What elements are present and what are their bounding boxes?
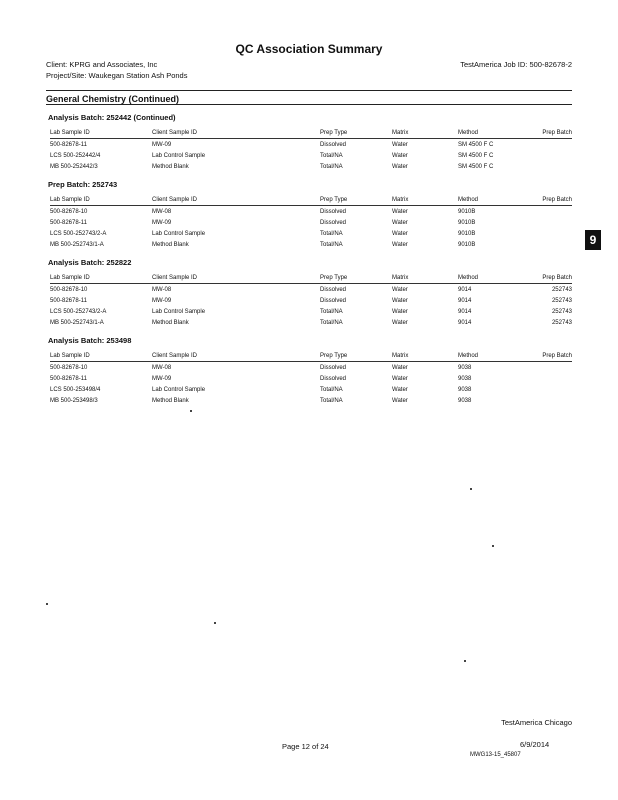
cell: Total/NA xyxy=(320,152,343,159)
col-client-sample-id: Client Sample ID xyxy=(152,130,198,136)
table-row xyxy=(50,228,572,239)
cell: Total/NA xyxy=(320,308,343,315)
col-lab-sample-id: Lab Sample ID xyxy=(50,353,90,359)
col-prep-batch: Prep Batch xyxy=(542,197,572,203)
cell: LCS 500-253498/4 xyxy=(50,386,101,393)
section-heading: General Chemistry (Continued) xyxy=(46,94,180,104)
table-row xyxy=(50,384,572,395)
cell xyxy=(520,373,572,384)
col-prep-type: Prep Type xyxy=(320,353,348,359)
cell: Dissolved xyxy=(320,297,347,304)
cell: MW-08 xyxy=(152,208,172,215)
batch-table xyxy=(50,273,572,328)
scan-speck xyxy=(464,660,466,662)
header-rule xyxy=(46,90,572,91)
table-row xyxy=(50,206,572,218)
scan-speck xyxy=(190,410,192,412)
cell: 9010B xyxy=(458,208,476,215)
cell: Water xyxy=(392,219,408,226)
cell: Water xyxy=(392,319,408,326)
cell: 500-82678-10 xyxy=(50,364,88,371)
cell: Water xyxy=(392,141,408,148)
cell: MB 500-252743/1-A xyxy=(50,241,104,248)
cell: Method Blank xyxy=(152,319,189,326)
cell: Dissolved xyxy=(320,219,347,226)
scan-speck xyxy=(214,622,216,624)
cell: Water xyxy=(392,152,408,159)
cell: 9038 xyxy=(458,364,472,371)
cell: 9038 xyxy=(458,397,472,404)
col-method: Method xyxy=(458,130,479,136)
cell: 9010B xyxy=(458,219,476,226)
cell: Dissolved xyxy=(320,364,347,371)
cell: 500-82678-11 xyxy=(50,375,87,382)
cell: Water xyxy=(392,375,408,382)
cell: 9038 xyxy=(458,375,472,382)
cell: Dissolved xyxy=(320,375,347,382)
table-row xyxy=(50,139,572,151)
batch-table xyxy=(50,195,572,250)
cell: Total/NA xyxy=(320,386,343,393)
col-prep-batch: Prep Batch xyxy=(542,353,572,359)
footer-page-number: Page 12 of 24 xyxy=(282,742,329,751)
page-title: QC Association Summary xyxy=(235,42,383,56)
col-client-sample-id: Client Sample ID xyxy=(152,275,198,281)
cell: 9014 xyxy=(458,319,472,326)
cell: 500-82678-11 xyxy=(50,219,87,226)
scan-speck xyxy=(46,603,48,605)
cell xyxy=(520,150,572,161)
cell: MB 500-253498/3 xyxy=(50,397,98,404)
col-method: Method xyxy=(458,197,479,203)
cell: MW-08 xyxy=(152,286,172,293)
cell: LCS 500-252743/2-A xyxy=(50,230,107,237)
col-client-sample-id: Client Sample ID xyxy=(152,197,198,203)
cell: Dissolved xyxy=(320,208,347,215)
col-prep-batch: Prep Batch xyxy=(542,275,572,281)
col-prep-type: Prep Type xyxy=(320,197,348,203)
col-prep-type: Prep Type xyxy=(320,130,348,136)
table-row xyxy=(50,395,572,406)
col-matrix: Matrix xyxy=(392,353,409,359)
cell: LCS 500-252442/4 xyxy=(50,152,101,159)
cell: Dissolved xyxy=(320,141,347,148)
col-prep-type: Prep Type xyxy=(320,275,348,281)
cell: 252743 xyxy=(551,286,572,293)
cell: Lab Control Sample xyxy=(152,152,206,159)
cell: Dissolved xyxy=(320,286,347,293)
batch-heading: Analysis Batch: 253498 xyxy=(48,336,132,345)
client-line: Client: KPRG and Associates, Inc xyxy=(46,60,158,69)
col-method: Method xyxy=(458,353,479,359)
col-lab-sample-id: Lab Sample ID xyxy=(50,197,90,203)
cell: Total/NA xyxy=(320,241,343,248)
cell: 252743 xyxy=(551,308,572,315)
table-row xyxy=(50,150,572,161)
col-prep-batch: Prep Batch xyxy=(542,130,572,136)
table-row xyxy=(50,161,572,172)
cell: 500-82678-11 xyxy=(50,141,87,148)
cell: SM 4500 F C xyxy=(458,152,494,159)
project-line: Project/Site: Waukegan Station Ash Ponds xyxy=(46,71,188,80)
cell xyxy=(520,362,572,374)
cell xyxy=(520,206,572,218)
cell: Water xyxy=(392,386,408,393)
cell: 500-82678-11 xyxy=(50,297,87,304)
footer-doc-id: MWG13-15_45807 xyxy=(470,752,521,758)
cell: Method Blank xyxy=(152,397,189,404)
table-row xyxy=(50,317,572,328)
batch-heading: Analysis Batch: 252822 xyxy=(48,258,132,267)
cell: 9010B xyxy=(458,241,476,248)
section-rule xyxy=(46,104,572,105)
scan-speck xyxy=(470,488,472,490)
cell: 9038 xyxy=(458,386,472,393)
cell: 500-82678-10 xyxy=(50,208,88,215)
cell xyxy=(520,239,572,250)
table-row xyxy=(50,373,572,384)
cell: Water xyxy=(392,241,408,248)
batch-heading: Analysis Batch: 252442 (Continued) xyxy=(48,113,176,122)
cell: Method Blank xyxy=(152,241,189,248)
cell: MB 500-252442/3 xyxy=(50,163,98,170)
cell: Method Blank xyxy=(152,163,189,170)
cell: MW-09 xyxy=(152,375,172,382)
cell: 9014 xyxy=(458,286,472,293)
cell: MW-09 xyxy=(152,141,172,148)
footer-date: 6/9/2014 xyxy=(520,740,550,749)
table-row xyxy=(50,306,572,317)
cell: Water xyxy=(392,364,408,371)
cell: Water xyxy=(392,286,408,293)
col-lab-sample-id: Lab Sample ID xyxy=(50,130,90,136)
cell xyxy=(520,228,572,239)
cell: Water xyxy=(392,163,408,170)
footer-company: TestAmerica Chicago xyxy=(501,718,572,727)
col-matrix: Matrix xyxy=(392,197,409,203)
cell: Water xyxy=(392,208,408,215)
cell: Lab Control Sample xyxy=(152,230,206,237)
table-row xyxy=(50,295,572,306)
cell: Total/NA xyxy=(320,319,343,326)
cell xyxy=(520,217,572,228)
cell xyxy=(520,161,572,172)
table-row xyxy=(50,239,572,250)
cell: 9014 xyxy=(458,308,472,315)
cell: SM 4500 F C xyxy=(458,163,494,170)
cell: Total/NA xyxy=(320,163,343,170)
cell: Water xyxy=(392,230,408,237)
job-id: TestAmerica Job ID: 500-82678-2 xyxy=(460,60,572,69)
cell: 9010B xyxy=(458,230,476,237)
table-row xyxy=(50,362,572,374)
cell: MB 500-252743/1-A xyxy=(50,319,104,326)
cell: MW-09 xyxy=(152,297,172,304)
scan-speck xyxy=(492,545,494,547)
col-client-sample-id: Client Sample ID xyxy=(152,353,198,359)
cell: Lab Control Sample xyxy=(152,308,206,315)
col-matrix: Matrix xyxy=(392,275,409,281)
col-matrix: Matrix xyxy=(392,130,409,136)
col-method: Method xyxy=(458,275,479,281)
cell: 252743 xyxy=(551,319,572,326)
batch-table xyxy=(50,128,572,172)
table-row xyxy=(50,217,572,228)
cell: SM 4500 F C xyxy=(458,141,494,148)
cell: MW-08 xyxy=(152,364,172,371)
cell: LCS 500-252743/2-A xyxy=(50,308,107,315)
cell xyxy=(520,384,572,395)
cell: Lab Control Sample xyxy=(152,386,206,393)
batch-table xyxy=(50,351,572,406)
col-lab-sample-id: Lab Sample ID xyxy=(50,275,90,281)
cell: MW-09 xyxy=(152,219,172,226)
cell: 252743 xyxy=(551,297,572,304)
cell: Water xyxy=(392,308,408,315)
cell: 500-82678-10 xyxy=(50,286,88,293)
cell xyxy=(520,395,572,406)
cell: 9014 xyxy=(458,297,472,304)
cell: Total/NA xyxy=(320,397,343,404)
cell xyxy=(520,139,572,151)
cell: Total/NA xyxy=(320,230,343,237)
section-tab: 9 xyxy=(585,230,601,250)
cell: Water xyxy=(392,297,408,304)
cell: Water xyxy=(392,397,408,404)
table-row xyxy=(50,284,572,296)
batch-heading: Prep Batch: 252743 xyxy=(48,180,118,189)
